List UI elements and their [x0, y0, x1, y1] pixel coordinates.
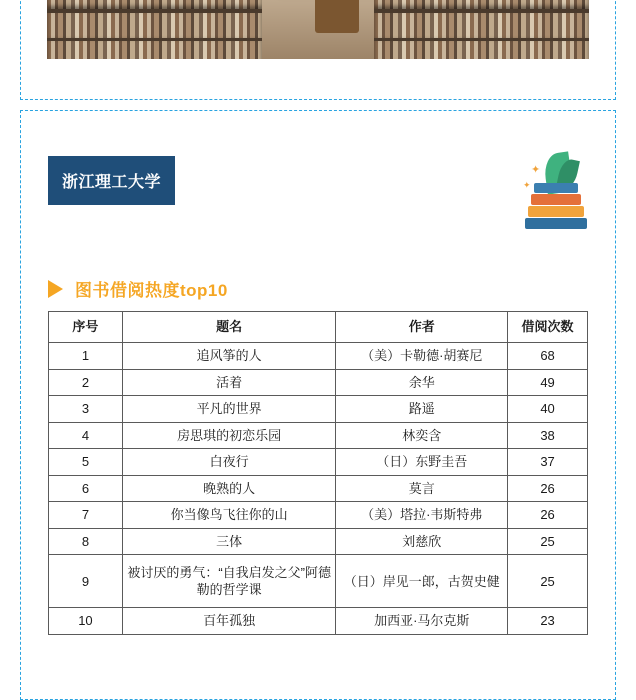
- photo-shelf-right: [374, 0, 589, 59]
- cell-title: 房思琪的初恋乐园: [122, 422, 336, 449]
- table-row: [49, 369, 588, 396]
- triangle-play-icon: [48, 280, 63, 298]
- cell-rank: 7: [49, 502, 123, 529]
- cell-title: 三体: [122, 528, 336, 555]
- table-row: [49, 396, 588, 423]
- book-shape: [534, 183, 578, 193]
- sparkle-icon: ✦: [523, 180, 531, 190]
- photo-shelf-left: [47, 0, 262, 59]
- cell-author: 莫言: [336, 475, 508, 502]
- cell-author: （美）塔拉·韦斯特弗: [336, 502, 508, 529]
- cell-count: 26: [508, 475, 588, 502]
- table-row: [49, 449, 588, 476]
- cell-title: 你当像鸟飞往你的山: [122, 502, 336, 529]
- book-shape: [528, 206, 584, 217]
- cell-author: 刘慈欣: [336, 528, 508, 555]
- cell-title: 白夜行: [122, 449, 336, 476]
- cell-author: （日）岸见一郎，古贺史健: [336, 555, 508, 608]
- cell-count: 26: [508, 502, 588, 529]
- cell-count: 25: [508, 555, 588, 608]
- table-header-row: [49, 312, 588, 343]
- column-header-title: 题名: [122, 312, 336, 343]
- university-badge: 浙江理工大学: [48, 156, 175, 205]
- cell-rank: 8: [49, 528, 123, 555]
- sparkle-icon: ✦: [531, 164, 541, 176]
- book-shape: [531, 194, 581, 205]
- cell-count: 68: [508, 343, 588, 370]
- cell-rank: 5: [49, 449, 123, 476]
- cell-author: 余华: [336, 369, 508, 396]
- cell-author: （美）卡勒德·胡赛尼: [336, 343, 508, 370]
- cell-title: 晚熟的人: [122, 475, 336, 502]
- content-panel: [20, 110, 616, 700]
- cell-rank: 10: [49, 608, 123, 635]
- table-row: [49, 608, 588, 635]
- book-shape: [525, 218, 587, 229]
- column-header-author: 作者: [336, 312, 508, 343]
- cell-count: 25: [508, 528, 588, 555]
- cell-rank: 3: [49, 396, 123, 423]
- cell-author: 林奕含: [336, 422, 508, 449]
- books-and-leaf-icon: [519, 151, 591, 231]
- table-row: [49, 555, 588, 608]
- cell-title: 追风筝的人: [122, 343, 336, 370]
- column-header-count: 借阅次数: [508, 312, 588, 343]
- cell-rank: 9: [49, 555, 123, 608]
- table-row: [49, 528, 588, 555]
- library-photo: [47, 0, 589, 59]
- cell-title: 平凡的世界: [122, 396, 336, 423]
- section-heading: [48, 276, 228, 301]
- table-row: [49, 343, 588, 370]
- column-header-rank: 序号: [49, 312, 123, 343]
- cell-count: 49: [508, 369, 588, 396]
- cell-count: 37: [508, 449, 588, 476]
- cell-count: 23: [508, 608, 588, 635]
- photo-chair: [315, 0, 359, 33]
- cell-author: 路遥: [336, 396, 508, 423]
- cell-title: 百年孤独: [122, 608, 336, 635]
- cell-rank: 6: [49, 475, 123, 502]
- cell-count: 38: [508, 422, 588, 449]
- cell-title: 被讨厌的勇气：“自我启发之父”阿德勒的哲学课: [122, 555, 336, 608]
- cell-count: 40: [508, 396, 588, 423]
- table-row: [49, 502, 588, 529]
- photo-panel: [20, 0, 616, 100]
- cell-rank: 2: [49, 369, 123, 396]
- cell-author: 加西亚·马尔克斯: [336, 608, 508, 635]
- cell-rank: 4: [49, 422, 123, 449]
- cell-author: （日）东野圭吾: [336, 449, 508, 476]
- borrow-ranking-table: [48, 311, 588, 635]
- table-row: [49, 475, 588, 502]
- section-title: 图书借阅热度top10: [75, 281, 228, 300]
- table-row: [49, 422, 588, 449]
- cell-title: 活着: [122, 369, 336, 396]
- cell-rank: 1: [49, 343, 123, 370]
